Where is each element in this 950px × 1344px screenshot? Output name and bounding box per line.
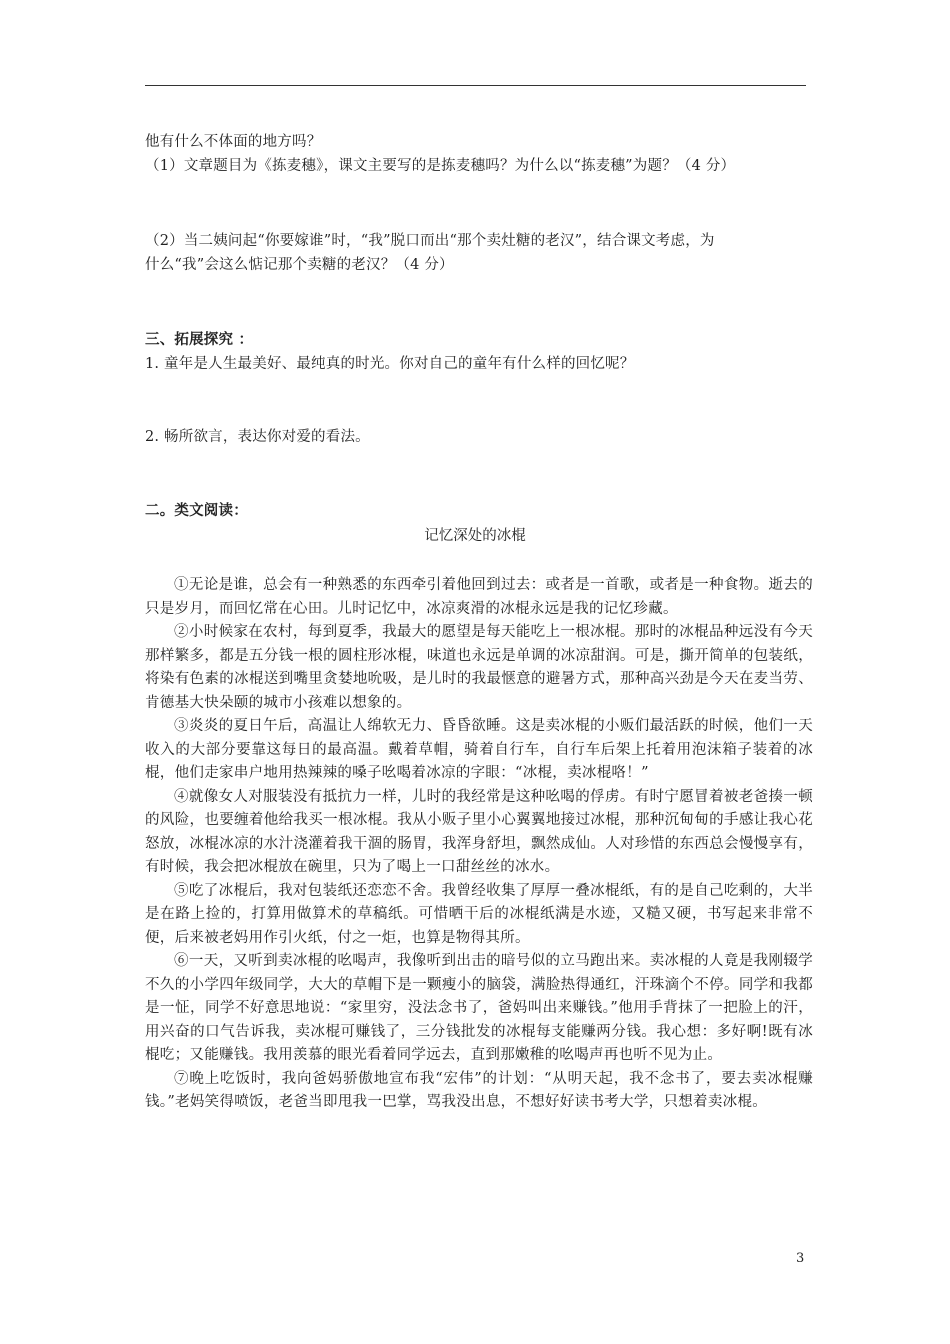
question-2-line-1: （2）当二姨问起“你要嫁谁”时，“我”脱口而出“那个卖灶糖的老汉”，结合课文考虑，为 — [145, 233, 715, 249]
section-2-heading: 二。类文阅读： — [145, 502, 248, 519]
header-rule — [145, 85, 806, 86]
paragraph-3: ③炎炎的夏日午后，高温让人绵软无力、昏昏欲睡。这是卖冰棍的小贩们最活跃的时候，他们一天收入的大部分要靠这每日的最高温。戴着草帽，骑着自行车，自行车后架上托着用泡沫箱子装着的冰棍，他们走家串户地用热辣辣的嗓子吆喝着冰凉的字眼：“冰棍，卖冰棍咯！” — [145, 718, 813, 781]
paragraph-6: ⑥一天，又听到卖冰棍的吆喝声，我像听到出击的暗号似的立马跑出来。卖冰棍的人竟是我刚辍学不久的小学四年级同学，大大的草帽下是一颗瘦小的脑袋，满脸热得通红，汗珠滴个不停。同学和我都是一怔，同学不好意思地说：“家里穷，没法念书了，爸妈叫出来赚钱。”他用手背抹了一把脸上的汗，用兴奋的口气告诉我，卖冰棍可赚钱了，三分钱批发的冰棍每支能赚两分钱。我心想：多好啊!既有冰棍吃；又能赚钱。我用羡慕的眼光看着同学远去，直到那嫩稚的吆喝声再也听不见为止。 — [145, 953, 813, 1063]
article-title: 记忆深处的冰棍 — [424, 528, 526, 544]
paragraph-7: ⑦晚上吃饭时，我向爸妈骄傲地宣布我“宏伟”的计划：“从明天起，我不念书了，要去卖冰棍赚钱。”老妈笑得喷饭，老爸当即甩我一巴掌，骂我没出息，不想好好读书考大学，只想着卖冰棍。 — [145, 1070, 813, 1110]
question-2-line-2: 什么“我”会这么惦记那个卖糖的老汉？（4 分） — [145, 257, 454, 273]
question-1: （1）文章题目为《拣麦穗》，课文主要写的是拣麦穗吗？为什么以“拣麦穗”为题？（4 分） — [145, 158, 736, 174]
question-continuation: 他有什么不体面的地方吗？ — [145, 134, 322, 150]
paragraph-4: ④就像女人对服装没有抵抗力一样，儿时的我经常是这种吆喝的俘虏。有时宁愿冒着被老爸揍一顿的风险，也要缠着他给我买一根冰棍。我从小贩子里小心翼翼地接过冰棍，那种沉甸甸的手感让我心花怒放，冰棍冰凉的水汁浇灌着我干涸的肠胃，我浑身舒坦，飘然成仙。人对珍惜的东西总会慢慢享有，有时候，我会把冰棍放在碗里，只为了喝上一口甜丝丝的冰水。 — [145, 788, 813, 875]
section-3-item-2: 2. 畅所欲言，表达你对爱的看法。 — [145, 429, 370, 445]
section-3-heading: 三、拓展探究 ： — [145, 331, 254, 348]
paragraph-2: ②小时候家在农村，每到夏季，我最大的愿望是每天能吃上一根冰棍。那时的冰棍品种远没有今天那样繁多，都是五分钱一根的圆柱形冰棍，味道也永远是单调的冰凉甜润。可是，撕开简单的包装纸，将染有色素的冰棍送到嘴里贪婪地吮吸，是儿时的我最惬意的避暑方式，那种高兴劲是今天在麦当劳、肯德基大快朵颐的城市小孩难以想象的。 — [145, 624, 813, 711]
page-number: 3 — [796, 1251, 805, 1266]
article-body — [145, 574, 813, 1115]
section-3-item-1: 1. 童年是人生最美好、最纯真的时光。你对自己的童年有什么样的回忆呢？ — [145, 356, 635, 372]
paragraph-1: ①无论是谁，总会有一种熟悉的东西牵引着他回到过去：或者是一首歌，或者是一种食物。逝去的只是岁月，而回忆常在心田。儿时记忆中，冰凉爽滑的冰棍永远是我的记忆珍藏。 — [145, 577, 813, 617]
paragraph-5: ⑤吃了冰棍后，我对包装纸还恋恋不舍。我曾经收集了厚厚一叠冰棍纸，有的是自己吃剩的，大半是在路上捡的，打算用做算术的草稿纸。可惜晒干后的冰棍纸满是水迹，又糙又硬，书写起来非常不便，后来被老妈用作引火纸，付之一炬，也算是物得其所。 — [145, 882, 813, 946]
